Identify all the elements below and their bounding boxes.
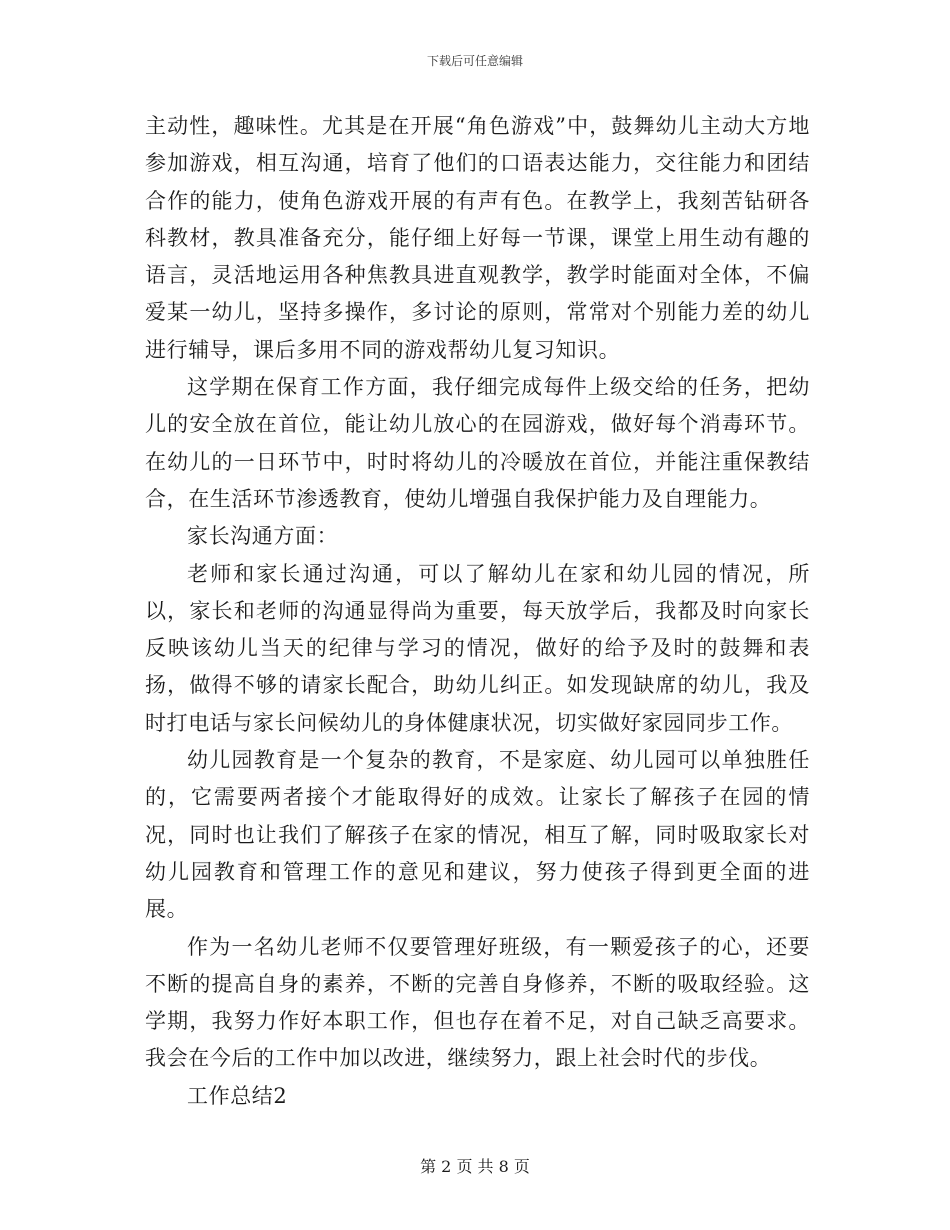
page-number: 第 2 页 共 8 页 xyxy=(420,1157,530,1176)
document-body xyxy=(145,108,810,1115)
paragraph-parent-communication: 老师和家长通过沟通，可以了解幼儿在家和幼儿园的情况，所以，家长和老师的沟通显得尚为重要，每天放学后，我都及时向家长反映该幼儿当天的纪律与学习的情况，做好的给予及时的鼓舞和表扬，做得不够的请家长配合，助幼儿纠正。如发现缺席的幼儿，我及时打电话与家长问候幼儿的身体健康状况，切实做好家园同步工作。 xyxy=(145,561,810,735)
paragraph-self-improvement: 作为一名幼儿老师不仅要管理好班级，有一颗爱孩子的心，还要不断的提高自身的素养，不断的完善自身修养，不断的吸取经验。这学期，我努力作好本职工作，但也存在着不足，对自己缺乏高要求。我会在今后的工作中加以改进，继续努力，跟上社会时代的步伐。 xyxy=(145,934,810,1071)
paragraph-childcare: 这学期在保育工作方面，我仔细完成每件上级交给的任务，把幼儿的安全放在首位，能让幼儿放心的在园游戏，做好每个消毒环节。在幼儿的一日环节中，时时将幼儿的冷暖放在首位，并能注重保教结合，在生活环节渗透教育，使幼儿增强自我保护能力及自理能力。 xyxy=(145,375,810,511)
section-heading-parent-communication: 家长沟通方面： xyxy=(187,524,339,549)
page-header: 下载后可任意编辑 xyxy=(426,54,523,68)
paragraph-continued: 主动性，趣味性。尤其是在开展“角色游戏”中，鼓舞幼儿主动大方地参加游戏，相互沟通，培育了他们的口语表达能力，交往能力和团结合作的能力，使角色游戏开展的有声有色。在教学上，我刻苦钻研各科教材，教具准备充分，能仔细上好每一节课，课堂上用生动有趣的语言，灵活地运用各种焦教具进直观教学，教学时能面对全体，不偏爱某一幼儿，坚持多操作，多讨论的原则，常常对个别能力差的幼儿进行辅导，课后多用不同的游戏帮幼儿复习知识。 xyxy=(145,114,810,362)
paragraph-kindergarten-education: 幼儿园教育是一个复杂的教育，不是家庭、幼儿园可以单独胜任的，它需要两者接个才能取得好的成效。让家长了解孩子在园的情况，同时也让我们了解孩子在家的情况，相互了解，同时吸取家长对幼儿园教育和管理工作的意见和建议，努力使孩子得到更全面的进展。 xyxy=(145,748,810,922)
section-heading-summary-2: 工作总结2 xyxy=(187,1083,288,1108)
